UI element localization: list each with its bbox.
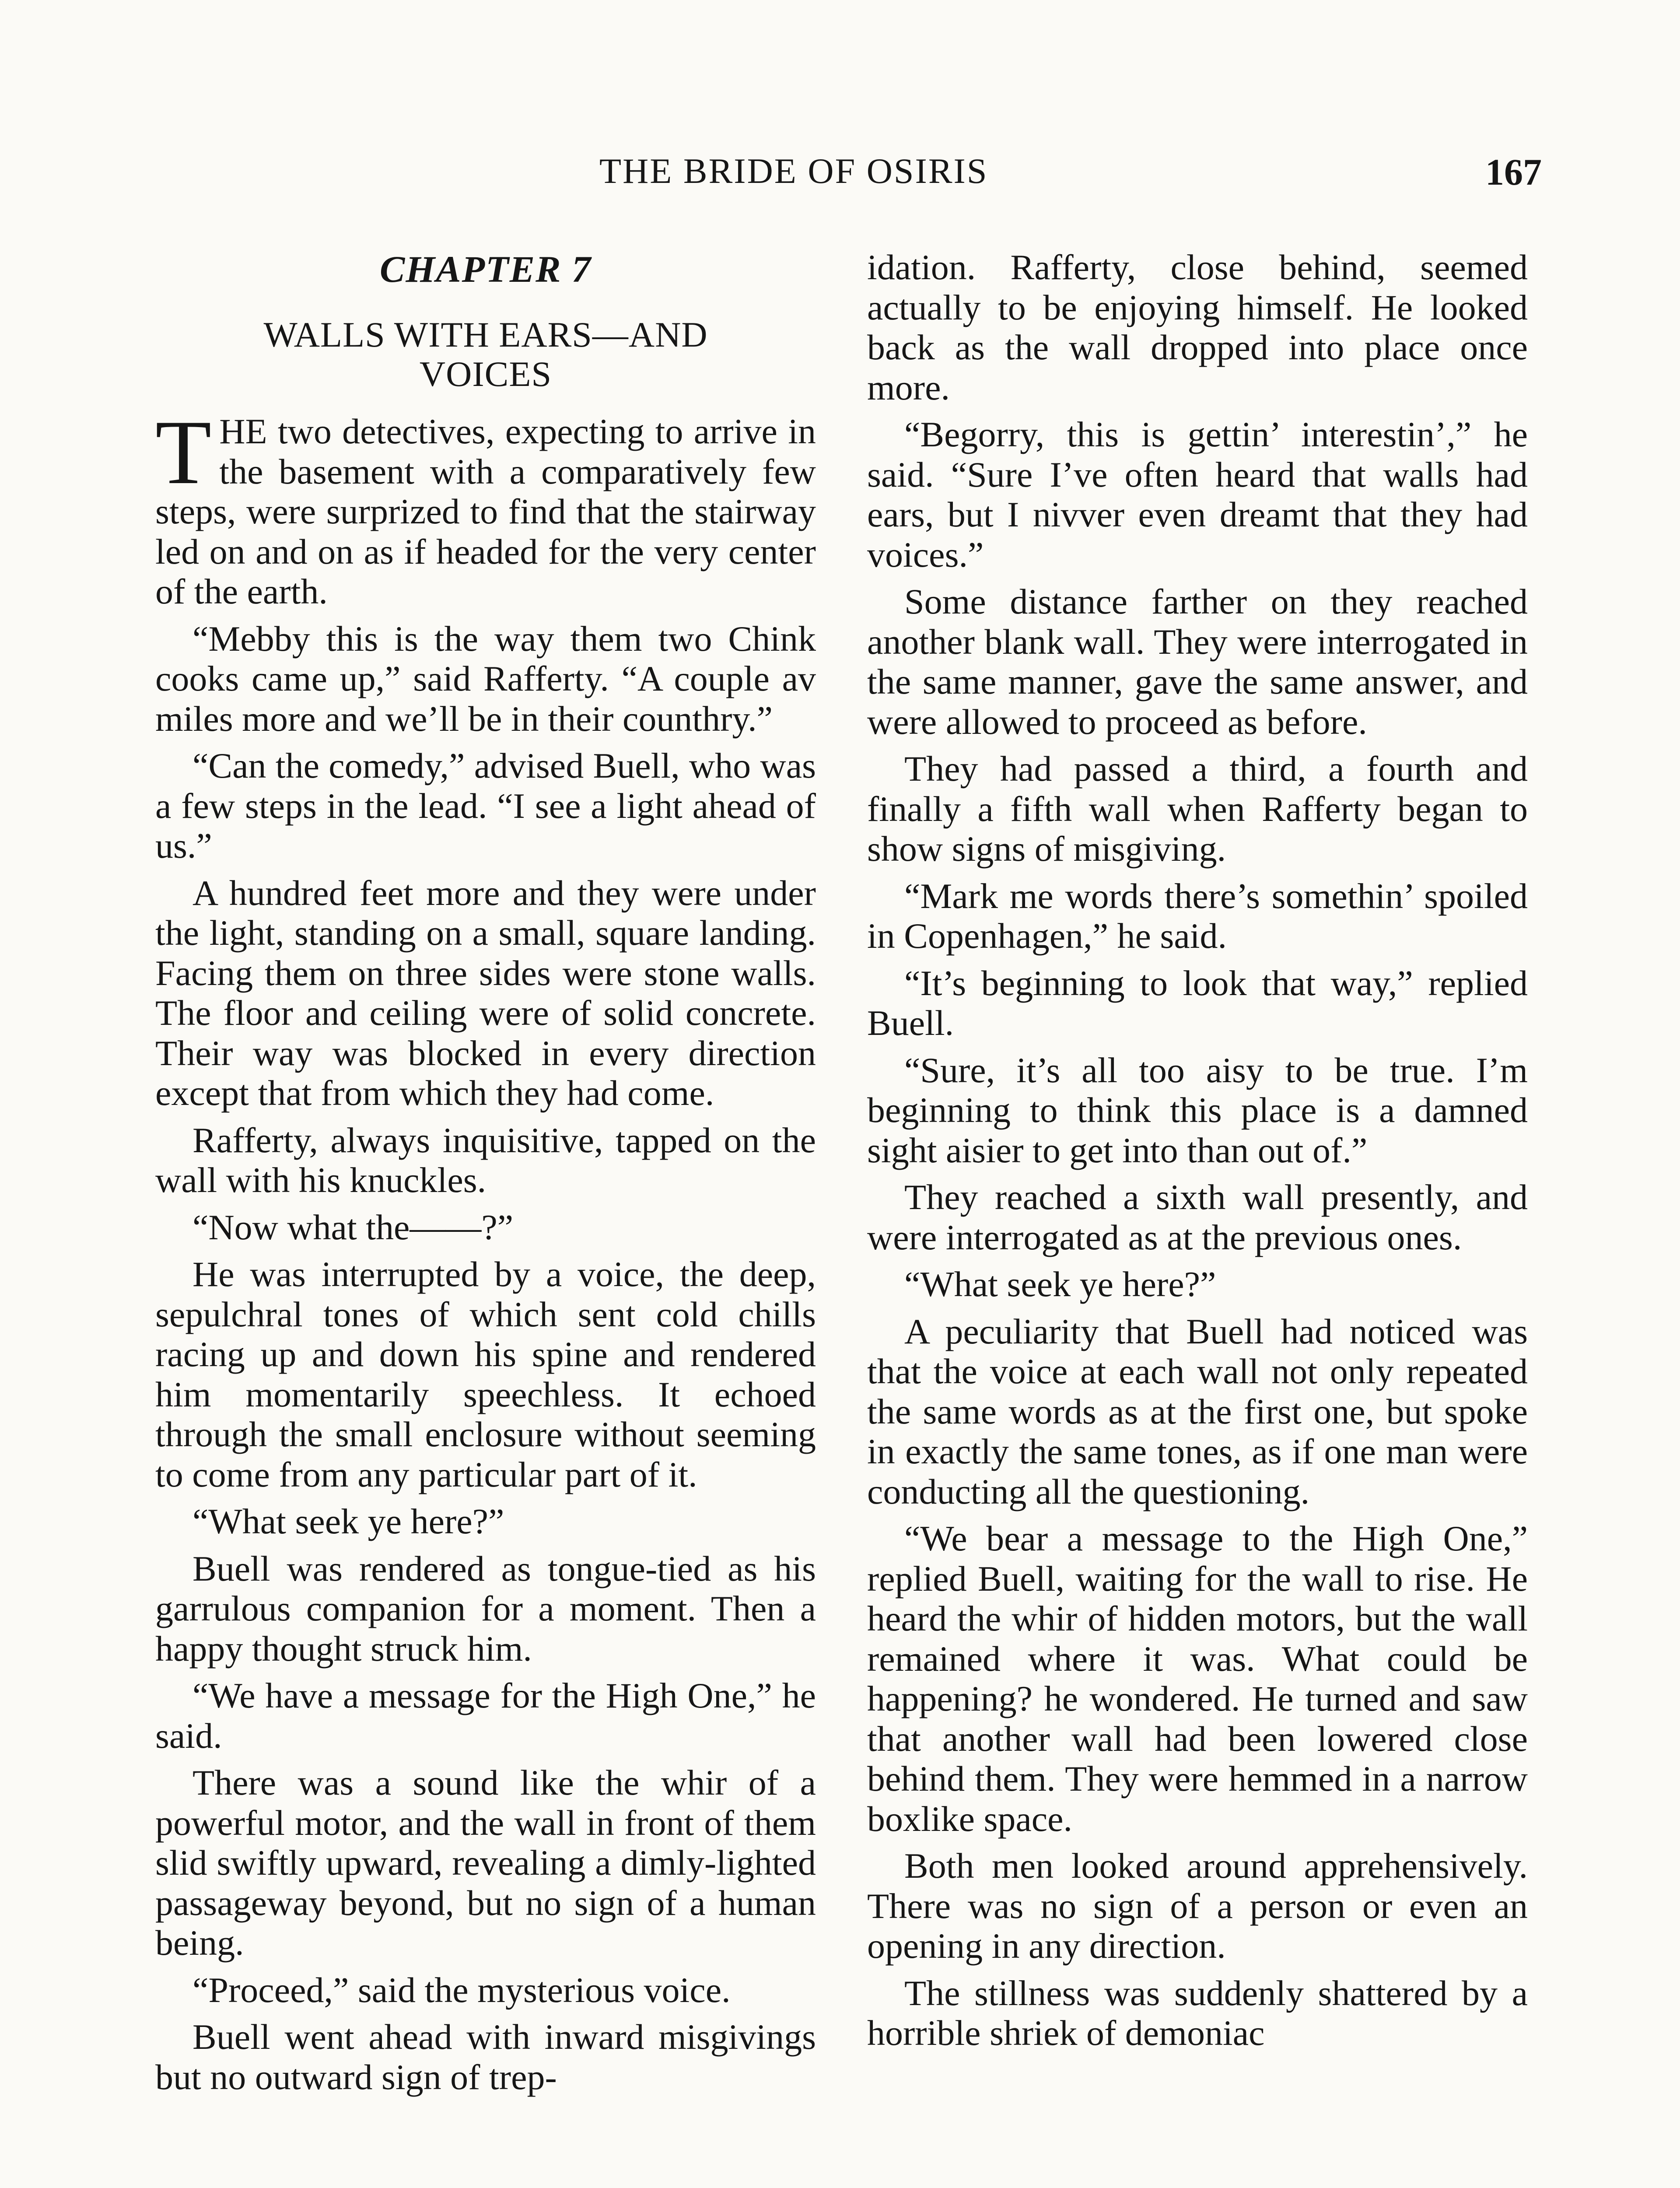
paragraph: A peculiarity that Buell had noticed was that the voice at each wall not only repeated the same words as at the first one, but spoke in exactly the same tones, as if one man were conducting all the questioning.: [867, 1311, 1528, 1511]
paragraph: “We have a message for the High One,” he said.: [155, 1676, 816, 1756]
paragraph: There was a sound like the whir of a powerful motor, and the wall in front of them slid swiftly upward, revealing a dimly-lighted passageway beyond, but no sign of a human being.: [155, 1763, 816, 1963]
paragraph: “Proceed,” said the mysterious voice.: [192, 1970, 731, 2010]
paragraph: “Can the comedy,” advised Buell, who was a few steps in the lead. “I see a light ahead of us.”: [155, 746, 816, 866]
left-column: [155, 247, 816, 2104]
paragraph: “Mebby this is the way them two Chink cooks came up,” said Rafferty. “A couple av miles more and we’ll be in their counthry.”: [155, 618, 816, 739]
paragraph: “Begorry, this is gettin’ interestin’,” he said. “Sure I’ve often heard that walls had ears, but I nivver even dreamt that they had voices.”: [867, 414, 1528, 575]
continued-paragraph: idation. Rafferty, close behind, seemed actually to be enjoying himself. He looked back as the wall dropped into place once more.: [867, 247, 1528, 407]
chapter-title: WALLS WITH EARS—AND VOICES: [263, 315, 708, 394]
paragraph: Some distance farther on they reached another blank wall. They were interrogated in the same manner, gave the same answer, and were allowed to proceed as before.: [867, 582, 1528, 742]
page-number: 167: [1485, 151, 1542, 193]
opening-paragraph: [155, 402, 816, 612]
paragraph: A hundred feet more and they were under the light, standing on a small, square landing. Facing them on three sides were stone walls. The floor and ceiling were of solid concrete. Their way was blocked in every direction except that from which they had come.: [155, 873, 816, 1113]
paragraph: Buell went ahead with inward misgivings but no outward sign of trep-: [155, 2017, 816, 2097]
paragraph: “Mark me words there’s somethin’ spoiled in Copenhagen,” he said.: [867, 876, 1528, 956]
paragraph: “What seek ye here?”: [192, 1501, 504, 1541]
paragraph: “Now what the——?”: [192, 1207, 514, 1247]
running-head: THE BRIDE OF OSIRIS: [599, 151, 988, 191]
paragraph: They reached a sixth wall presently, and were interrogated as at the previous ones.: [867, 1177, 1528, 1257]
paragraph: They had passed a third, a fourth and finally a fifth wall when Rafferty began to show signs of misgiving.: [867, 749, 1528, 869]
paragraph: He was interrupted by a voice, the deep, sepulchral tones of which sent cold chills racing up and down his spine and rendered him momentarily speechless. It echoed through the small enclosure without seeming to come from any particular part of it.: [155, 1254, 816, 1494]
paragraph: Rafferty, always inquisitive, tapped on the wall with his knuckles.: [155, 1120, 816, 1200]
chapter-label: CHAPTER 7: [380, 248, 592, 290]
paragraph: “It’s beginning to look that way,” replied Buell.: [867, 963, 1528, 1043]
paragraph: Both men looked around apprehensively. There was no sign of a person or even an opening in any direction.: [867, 1846, 1528, 1966]
right-column: [867, 247, 1528, 2060]
paragraph: “We bear a message to the High One,” replied Buell, waiting for the wall to rise. He heard the whir of hidden motors, but the wall remained where it was. What could be happening? he wondered. He turned and saw that another wall had been lowered close behind them. They were hemmed in a narrow boxlike space.: [867, 1518, 1528, 1839]
paragraph: “Sure, it’s all too aisy to be true. I’m beginning to think this place is a damned sight aisier to get into than out of.”: [867, 1050, 1528, 1170]
drop-cap: T: [155, 402, 212, 503]
paragraph: “What seek ye here?”: [904, 1264, 1216, 1304]
paragraph: Buell was rendered as tongue-tied as his garrulous companion for a moment. Then a happy thought struck him.: [155, 1548, 816, 1669]
small-caps-lead: HE: [219, 411, 267, 451]
paragraph: The stillness was suddenly shattered by a horrible shriek of demoniac: [867, 1973, 1528, 2053]
opening-text: two detectives, expecting to arrive in the basement with a comparatively few steps, were surprized to find that the stairway led on and on as if headed for the very center of the earth.: [155, 411, 816, 611]
